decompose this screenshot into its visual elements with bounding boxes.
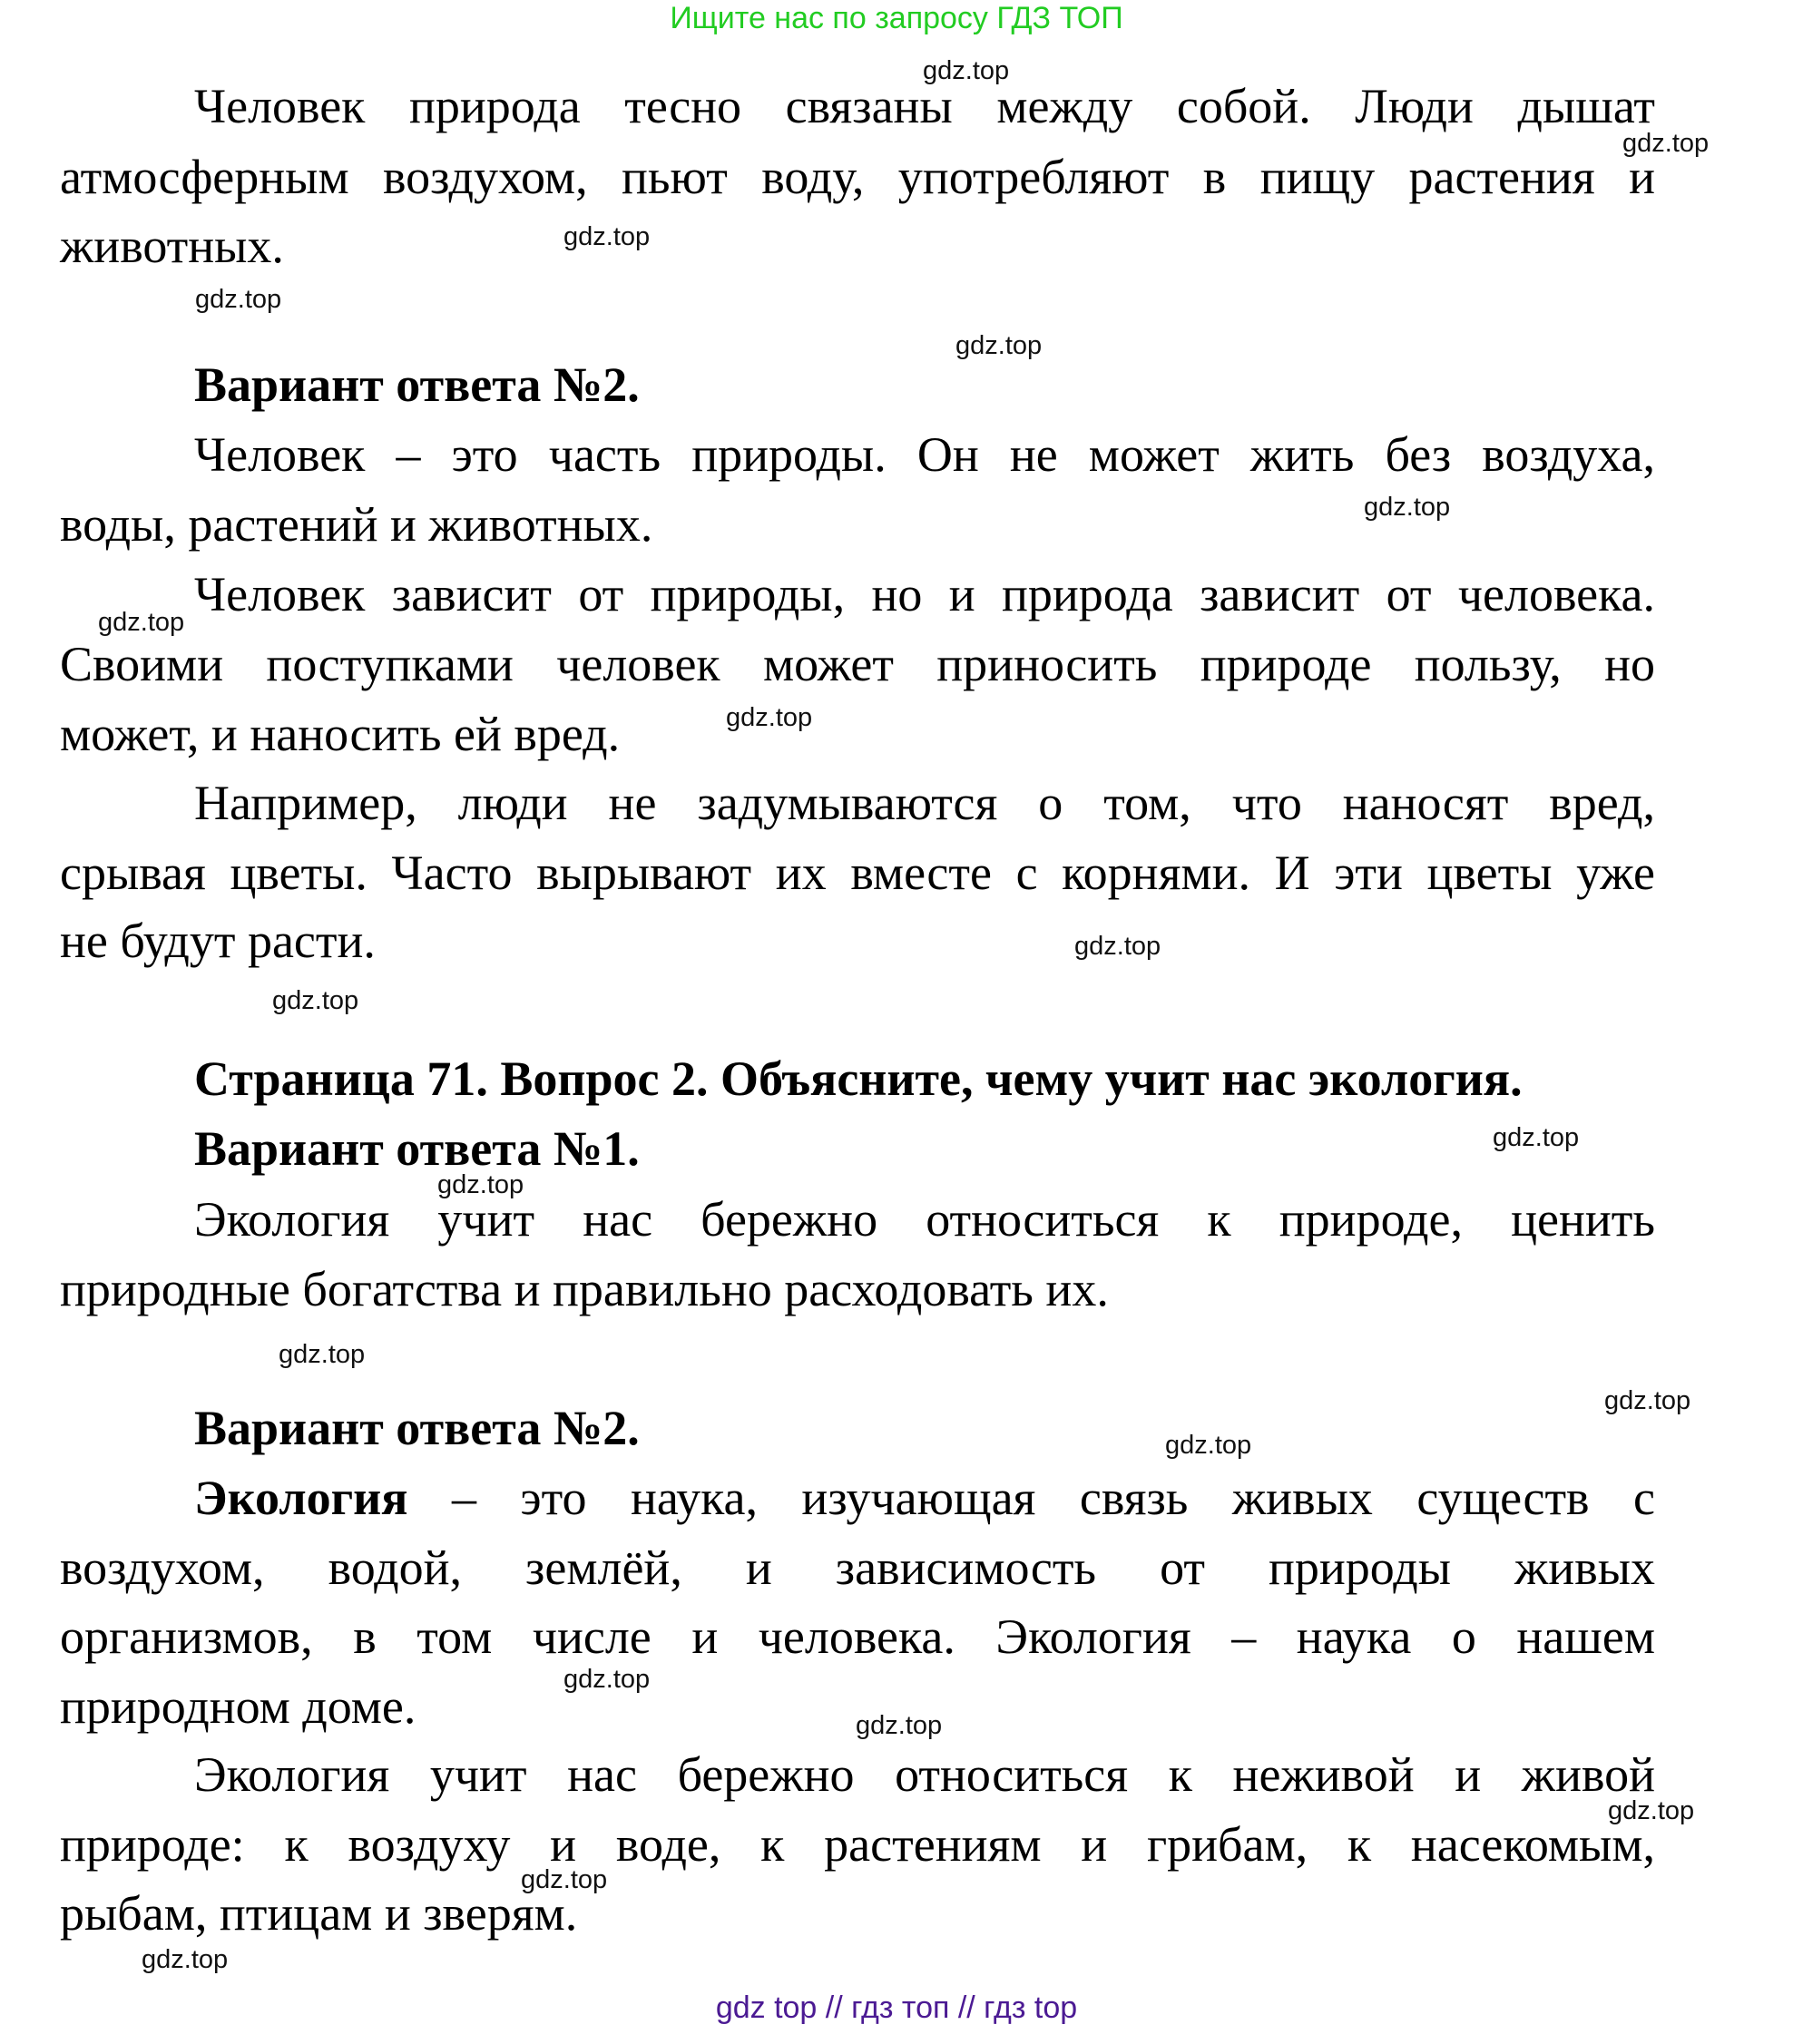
question-heading: Страница 71. Вопрос 2. Объясните, чему учит нас экология.	[194, 1051, 1523, 1106]
text-line: воды, растений и животных.	[60, 497, 653, 552]
watermark: gdz.top	[1608, 1796, 1695, 1825]
watermark: gdz.top	[1493, 1123, 1580, 1152]
search-banner[interactable]: Ищите нас по запросу ГДЗ ТОП	[670, 1, 1123, 35]
text-line: Человек зависит от природы, но и природа зависит от человека.	[194, 567, 1655, 621]
watermark: gdz.top	[521, 1865, 608, 1894]
watermark: gdz.top	[1604, 1386, 1691, 1415]
text-line: Экология учит нас бережно относиться к неживой и живой	[194, 1747, 1655, 1802]
watermark: gdz.top	[726, 703, 813, 732]
footer-links[interactable]: gdz top // гдз топ // гдз top	[715, 1990, 1078, 2025]
answer-heading: Вариант ответа №2.	[194, 1401, 640, 1455]
text-line: Экология учит нас бережно относиться к природе, ценить	[194, 1192, 1655, 1247]
text-line: Например, люди не задумываются о том, что наносят вред,	[194, 776, 1655, 830]
text-line: природном доме.	[60, 1679, 416, 1734]
watermark: gdz.top	[563, 1665, 651, 1694]
text-line: организмов, в том числе и человека. Экология – наука о нашем	[60, 1609, 1655, 1664]
text-line: природные богатства и правильно расходовать их.	[60, 1262, 1109, 1316]
text-line: Человек природа тесно связаны между собой. Люди дышат	[194, 79, 1655, 133]
term-bold: Экология	[194, 1471, 408, 1525]
watermark: gdz.top	[955, 331, 1043, 360]
watermark: gdz.top	[1622, 129, 1710, 158]
text-line	[194, 1463, 1655, 1533]
text-fragment: – это наука, изучающая связь живых существ с	[407, 1471, 1655, 1525]
text-line: Своими поступками человек может приносить природе пользу, но	[60, 637, 1655, 691]
watermark: gdz.top	[142, 1945, 229, 1974]
watermark: gdz.top	[1364, 493, 1451, 522]
text-line: воздухом, водой, землёй, и зависимость от природы живых	[60, 1540, 1655, 1595]
watermark: gdz.top	[1165, 1431, 1252, 1460]
text-line: срывая цветы. Часто вырывают их вместе с корнями. И эти цветы уже	[60, 846, 1655, 900]
watermark: gdz.top	[279, 1340, 366, 1369]
watermark: gdz.top	[98, 608, 185, 637]
text-line: не будут расти.	[60, 914, 376, 968]
answer-heading: Вариант ответа №2.	[194, 357, 640, 412]
text-line: природе: к воздуху и воде, к растениям и грибам, к насекомым,	[60, 1817, 1655, 1872]
watermark: gdz.top	[272, 986, 359, 1015]
watermark: gdz.top	[856, 1711, 943, 1740]
watermark: gdz.top	[437, 1170, 524, 1199]
text-line: атмосферным воздухом, пьют воду, употребляют в пищу растения и	[60, 150, 1655, 204]
answer-heading: Вариант ответа №1.	[194, 1121, 640, 1176]
text-line: рыбам, птицам и зверям.	[60, 1886, 578, 1941]
text-line: животных.	[60, 219, 284, 273]
watermark: gdz.top	[563, 222, 651, 251]
text-line: может, и наносить ей вред.	[60, 707, 621, 761]
text-line: Человек – это часть природы. Он не может жить без воздуха,	[194, 427, 1655, 482]
watermark: gdz.top	[923, 56, 1010, 85]
watermark: gdz.top	[195, 285, 282, 314]
watermark: gdz.top	[1074, 932, 1161, 961]
